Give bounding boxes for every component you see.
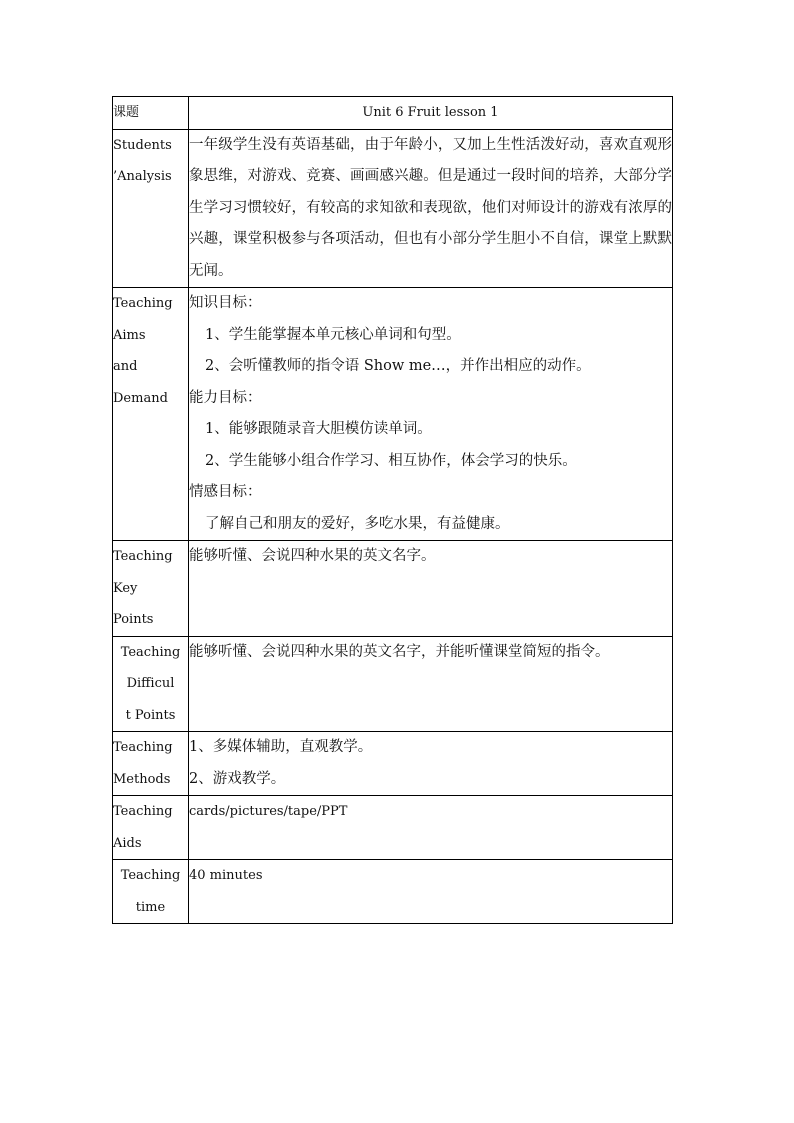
aims-item: 了解自己和朋友的爱好，多吃水果，有益健康。 — [205, 515, 510, 532]
row-label-line: and — [113, 359, 138, 374]
row-label-line: Teaching — [113, 549, 173, 564]
row-label-cell — [113, 796, 189, 860]
students-analysis-text: 一年级学生没有英语基础，由于年龄小，又加上生性活泼好动，喜欢直观形象思维，对游戏、竞赛、画画感兴趣。但是通过一段时间的培养，大部分学生学习习惯较好，有较高的求知欲和表现欲，他们对师设计的游戏有浓厚的兴趣，课堂积极参与各项活动，但也有小部分学生胆小不自信，课堂上默默无闻。 — [189, 136, 672, 279]
row-label-line: Demand — [113, 390, 168, 406]
students-analysis-content — [189, 129, 673, 288]
row-label-line: Key — [113, 580, 138, 596]
row-label-cell — [113, 541, 189, 637]
methods-item: 1、多媒体辅助，直观教学。 — [189, 739, 373, 755]
row-label-cell — [113, 288, 189, 541]
aids-text: cards/pictures/tape/PPT — [189, 804, 348, 819]
table-row-time — [113, 860, 673, 924]
row-label-line: Teaching — [120, 868, 181, 883]
aids-content — [189, 796, 673, 860]
row-label-line: t Points — [125, 707, 176, 723]
table-row-title — [113, 97, 673, 130]
row-label-line: Teaching — [120, 644, 181, 660]
row-label-line: ’Analysis — [113, 169, 172, 184]
row-label-cell — [113, 860, 189, 924]
time-text: 40 minutes — [189, 868, 263, 883]
row-label-line: Teaching — [113, 740, 173, 755]
title-label: 课题 — [113, 105, 140, 120]
time-content — [189, 860, 673, 924]
row-label-line: Aims — [113, 327, 146, 343]
aims-item: 1、能够跟随录音大胆模仿读单词。 — [205, 421, 432, 437]
table-row-aids — [113, 796, 673, 860]
table-row-aims — [113, 288, 673, 541]
table-row-difficult-points — [113, 636, 673, 732]
key-points-content — [189, 541, 673, 637]
row-label-line: Difficul — [126, 676, 175, 691]
lesson-title: Unit 6 Fruit lesson 1 — [362, 105, 499, 120]
aims-item: 2、学生能够小组合作学习、相互协作，体会学习的快乐。 — [205, 452, 577, 469]
table-row-methods — [113, 732, 673, 796]
row-label-line: Methods — [113, 771, 171, 787]
row-label-line: Teaching — [113, 804, 173, 819]
row-label-line: Aids — [113, 835, 142, 851]
methods-item: 2、游戏教学。 — [189, 770, 286, 787]
row-label-line: time — [135, 899, 166, 915]
row-label-cell — [113, 636, 189, 732]
difficult-points-content — [189, 636, 673, 732]
table-row-key-points — [113, 541, 673, 637]
row-label-line: Points — [113, 612, 154, 627]
aims-item: 2、会听懂教师的指令语 Show me…，并作出相应的动作。 — [205, 358, 591, 374]
difficult-points-text: 能够听懂、会说四种水果的英文名字，并能听懂课堂简短的指令。 — [189, 643, 610, 660]
lesson-plan-table — [112, 96, 673, 924]
title-label-cell — [113, 97, 189, 130]
aims-content — [189, 288, 673, 541]
title-value-cell — [189, 97, 673, 130]
row-label-line: Students — [113, 137, 172, 153]
table-row-students-analysis — [113, 129, 673, 288]
methods-content — [189, 732, 673, 796]
aims-heading-ability: 能力目标： — [189, 389, 262, 406]
aims-item: 1、学生能掌握本单元核心单词和句型。 — [205, 326, 461, 343]
row-label-line: Teaching — [113, 296, 173, 311]
aims-heading-emotion: 情感目标： — [189, 484, 262, 500]
row-label-cell — [113, 732, 189, 796]
row-label-cell — [113, 129, 189, 288]
aims-heading-knowledge: 知识目标： — [189, 295, 262, 311]
key-points-text: 能够听懂、会说四种水果的英文名字。 — [189, 548, 436, 564]
